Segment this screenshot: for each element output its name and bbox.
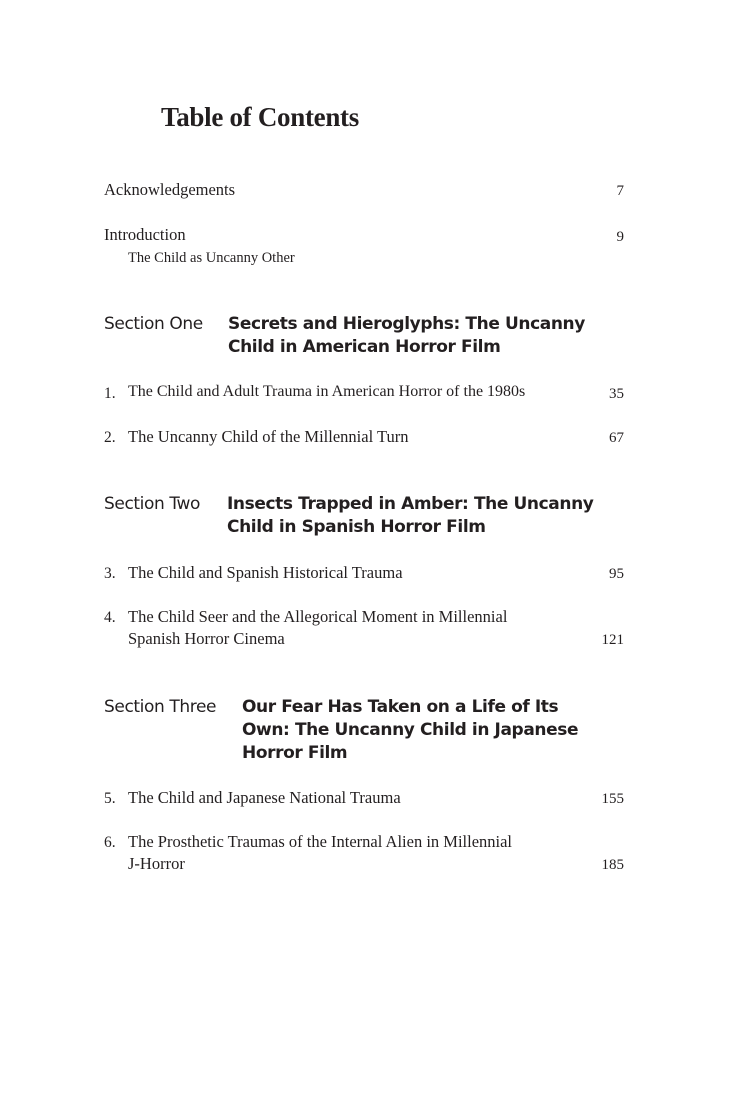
toc-entry-chapter-6-continued[interactable]: J-Horror <box>128 854 185 873</box>
chapter-number: 4. <box>104 609 116 626</box>
chapter-number: 6. <box>104 834 116 851</box>
introduction-subtitle: The Child as Uncanny Other <box>128 250 295 266</box>
section-title-line: Child in Spanish Horror Film <box>227 517 486 537</box>
section-title-one[interactable] <box>228 313 585 359</box>
section-title-line: Child in American Horror Film <box>228 337 501 357</box>
page-number-chapter-5: 155 <box>601 791 624 807</box>
toc-entry-chapter-6[interactable]: The Prosthetic Traumas of the Internal Alien in Millennial <box>128 832 513 851</box>
section-title-line: Horror Film <box>242 743 348 763</box>
chapter-number: 1. <box>104 385 116 402</box>
toc-entry-chapter-4[interactable]: The Child Seer and the Allegorical Moment in Millennial <box>128 607 508 626</box>
toc-entry-acknowledgements[interactable]: Acknowledgements <box>104 180 236 199</box>
section-title-three[interactable] <box>242 696 578 765</box>
toc-entry-introduction[interactable]: Introduction <box>104 225 186 244</box>
section-label-three: Section Three <box>104 697 217 717</box>
page-number-introduction: 9 <box>616 229 624 245</box>
toc-entry-chapter-1[interactable]: The Child and Adult Trauma in American Horror of the 1980s <box>128 383 526 400</box>
page-title: Table of Contents <box>161 102 359 132</box>
section-title-two[interactable] <box>227 493 593 539</box>
toc-entry-chapter-5[interactable]: The Child and Japanese National Trauma <box>128 788 401 807</box>
toc-entry-chapter-2[interactable]: The Uncanny Child of the Millennial Turn <box>128 427 409 446</box>
chapter-number: 5. <box>104 790 116 807</box>
page-number-acknowledgements: 7 <box>616 183 624 199</box>
chapter-number: 3. <box>104 565 116 582</box>
page-number-chapter-4: 121 <box>601 632 624 648</box>
section-title-line: Secrets and Hieroglyphs: The Uncanny <box>228 314 585 334</box>
page-number-chapter-3: 95 <box>609 566 624 582</box>
section-title-line: Insects Trapped in Amber: The Uncanny <box>227 494 594 514</box>
toc-entry-chapter-3[interactable]: The Child and Spanish Historical Trauma <box>128 563 403 582</box>
section-title-line: Own: The Uncanny Child in Japanese <box>242 720 579 740</box>
page-number-chapter-6: 185 <box>601 857 624 873</box>
section-label-one: Section One <box>104 314 203 334</box>
page-number-chapter-1: 35 <box>609 386 624 402</box>
toc-entry-chapter-4-continued[interactable]: Spanish Horror Cinema <box>128 629 285 648</box>
section-label-two: Section Two <box>104 494 201 514</box>
page-number-chapter-2: 67 <box>609 430 624 446</box>
section-title-line: Our Fear Has Taken on a Life of Its <box>242 697 559 717</box>
chapter-number: 2. <box>104 429 116 446</box>
